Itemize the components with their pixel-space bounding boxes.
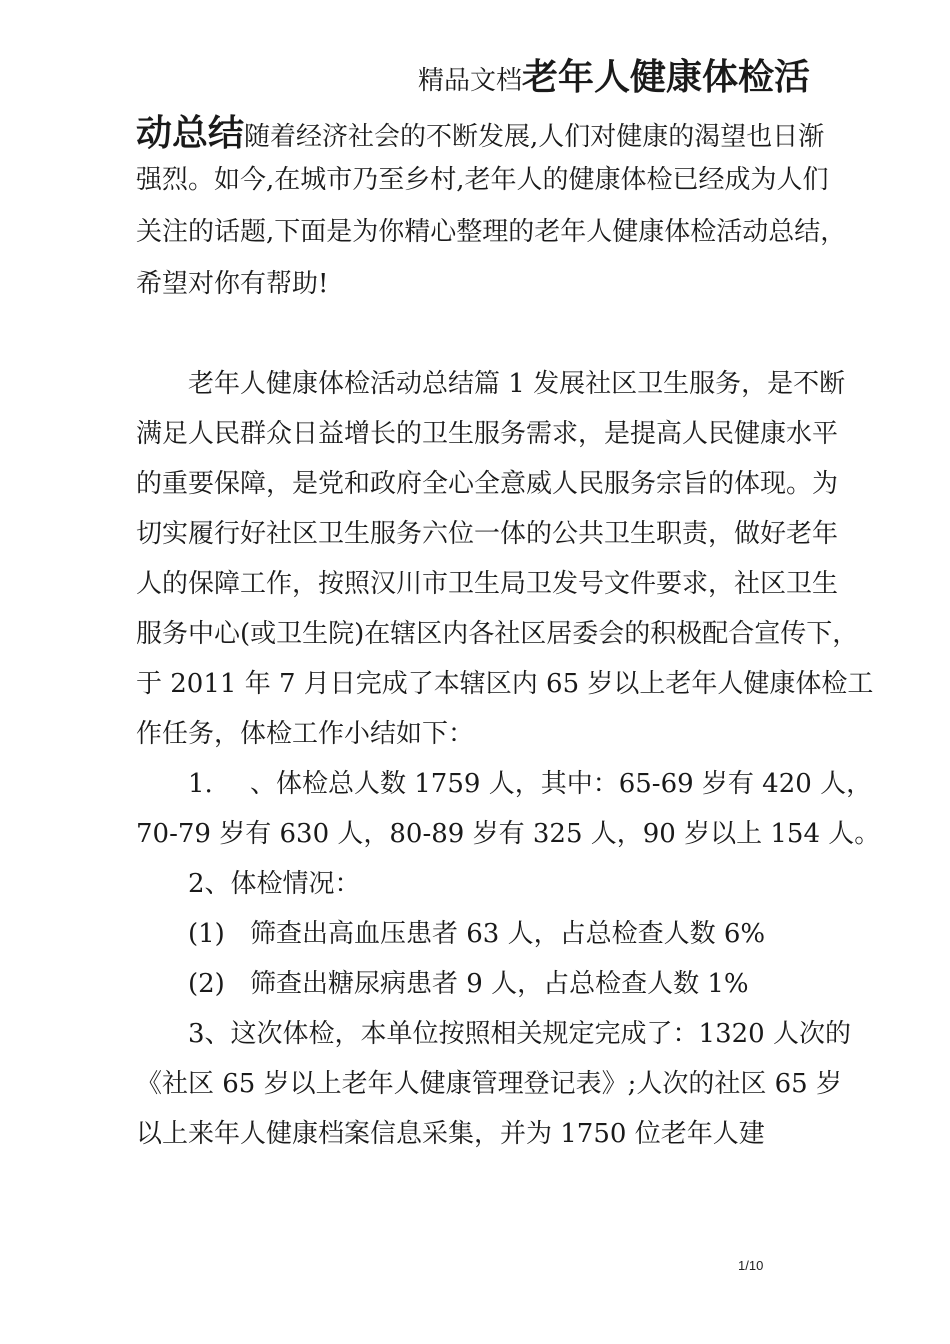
intro-line-4: 希望对你有帮助! [136,269,329,299]
section1-line-3: 的重要保障，是党和政府全心全意威人民服务宗旨的体现。为 [136,469,839,499]
intro-line-3: 关注的话题,下面是为你精心整理的老年人健康体检活动总结， [136,217,847,247]
section1-line-2: 满足人民群众日益增长的卫生服务需求，是提高人民健康水平 [136,419,839,449]
section1-line-6: 服务中心(或卫生院)在辖区内各社区居委会的积极配合宣传下， [136,619,859,649]
section1-line-7: 于 2011 年 7 月日完成了本辖区内 65 岁以上老年人健康体检工 [136,669,874,699]
intro-text-1: 随着经济社会的不断发展,人们对健康的渴望也日渐 [244,122,825,152]
item1-line-2: 70-79 岁有 630 人，80-89 岁有 325 人，90 岁以上 154 人。 [136,819,881,849]
section1-line-4: 切实履行好社区卫生服务六位一体的公共卫生职责，做好老年 [136,519,839,549]
header-prefix: 精品文档 [418,66,523,96]
item3-line-3: 以上来年人健康档案信息采集，并为 1750 位老年人建 [136,1119,765,1149]
item2-sub1-number: (1) [188,919,225,949]
item2-sub2-text: 筛查出糖尿病患者 9 人，占总检查人数 1% [250,969,749,999]
item2-sub2-number: (2) [188,969,225,999]
section1-line-8: 作任务，体检工作小结如下： [136,719,475,749]
page-number: 1/10 [738,1258,764,1273]
intro-line-2: 强烈。如今,在城市乃至乡村,老年人的健康体检已经成为人们 [136,165,829,195]
item3-line-1: 3、这次体检，本单位按照相关规定完成了：1320 人次的 [188,1019,851,1049]
document-header [418,54,810,108]
section1-line-5: 人的保障工作，按照汉川市卫生局卫发号文件要求，社区卫生 [136,569,839,599]
document-title: 老年人健康体检活 [522,57,811,98]
section1-line-1: 老年人健康体检活动总结篇 1 发展社区卫生服务，是不断 [188,369,846,399]
item3-line-2: 《社区 65 岁以上老年人健康管理登记表》;人次的社区 65 岁 [136,1069,842,1099]
intro-line-1 [136,114,836,157]
item1-line-1: 、体检总人数 1759 人，其中：65-69 岁有 420 人， [250,769,873,799]
document-title-continued: 动总结 [136,113,245,154]
item1-number: 1. [188,769,213,799]
item2-sub1-text: 筛查出高血压患者 63 人，占总检查人数 6% [250,919,766,949]
item2-heading: 2、体检情况： [188,869,361,899]
